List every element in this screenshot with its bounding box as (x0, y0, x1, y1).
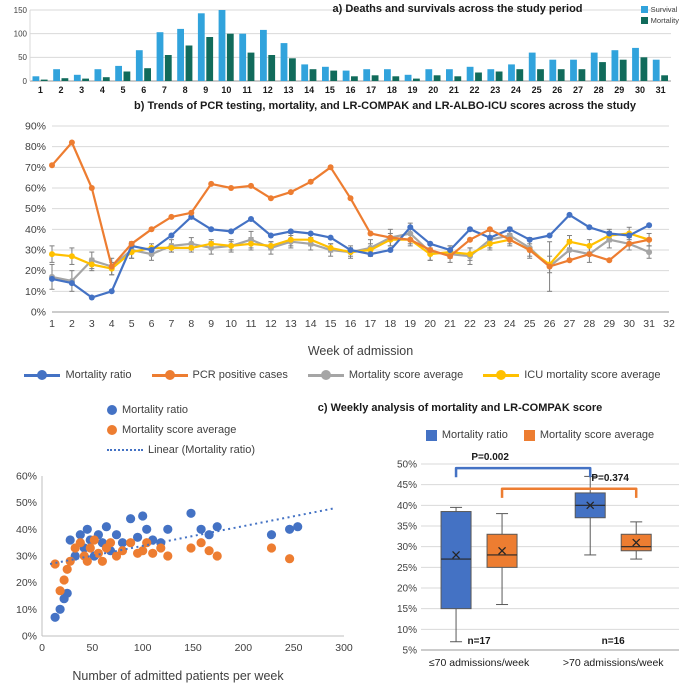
svg-text:18: 18 (384, 318, 397, 330)
panel-a-title: a) Deaths and survivals across the study period (332, 3, 583, 15)
svg-text:23: 23 (484, 318, 496, 330)
admissions-boxplot-chart (383, 446, 685, 684)
box-mortality-ratio-swatch (426, 430, 437, 441)
svg-text:n=16: n=16 (601, 635, 625, 647)
survival-label: Survival (650, 5, 678, 14)
svg-text:9: 9 (208, 318, 215, 330)
svg-text:50: 50 (86, 642, 99, 654)
icu-score-label: ICU mortality score average (524, 369, 661, 381)
svg-text:60%: 60% (15, 470, 37, 483)
svg-text:20%: 20% (396, 583, 417, 595)
svg-text:15: 15 (324, 318, 337, 330)
svg-text:150: 150 (184, 642, 202, 654)
legend-item-mortality (641, 16, 679, 25)
svg-text:5%: 5% (402, 645, 417, 657)
box-mortality-score-swatch (524, 430, 535, 441)
svg-text:0: 0 (22, 76, 27, 86)
svg-text:30%: 30% (15, 550, 37, 563)
svg-text:27: 27 (563, 318, 576, 330)
svg-text:10: 10 (225, 318, 237, 330)
svg-text:17: 17 (366, 85, 377, 95)
weekly-mortality-scatter-chart (2, 466, 354, 664)
svg-text:24: 24 (510, 85, 521, 95)
svg-text:50: 50 (18, 53, 27, 63)
svg-text:4: 4 (108, 318, 115, 330)
svg-text:14: 14 (304, 318, 317, 330)
svg-text:25: 25 (531, 85, 542, 95)
svg-text:7: 7 (161, 85, 167, 95)
svg-text:17: 17 (364, 318, 377, 330)
svg-text:50%: 50% (24, 203, 46, 216)
svg-text:200: 200 (234, 642, 253, 654)
svg-text:26: 26 (552, 85, 563, 95)
mortality-swatch (641, 17, 648, 24)
svg-text:23: 23 (490, 85, 501, 95)
svg-text:30: 30 (634, 85, 645, 95)
pcr-positive-line-marker (152, 370, 188, 380)
trends-line-chart (0, 114, 685, 342)
svg-text:12: 12 (262, 85, 273, 95)
svg-text:0%: 0% (21, 630, 37, 643)
svg-text:10%: 10% (396, 624, 417, 636)
mortality-score-label: Mortality score average (348, 369, 464, 381)
svg-text:13: 13 (284, 318, 297, 330)
svg-text:3: 3 (79, 85, 85, 95)
pcr-positive-label: PCR positive cases (192, 369, 288, 381)
mortality-ratio-dot-marker (107, 405, 117, 415)
panel-a-legend (641, 5, 679, 25)
svg-text:0: 0 (39, 642, 45, 654)
svg-text:13: 13 (283, 85, 294, 95)
legend-item-box-mortality-ratio (426, 429, 508, 441)
svg-text:15%: 15% (396, 604, 417, 616)
svg-text:2: 2 (68, 318, 75, 330)
svg-text:20%: 20% (24, 265, 46, 278)
svg-text:24: 24 (503, 318, 516, 330)
svg-text:20%: 20% (15, 577, 37, 590)
mortality-score-line-marker (308, 370, 344, 380)
scatter-mortality-ratio-label: Mortality ratio (122, 404, 189, 416)
svg-text:28: 28 (583, 318, 596, 330)
panel-b-legend (0, 369, 685, 381)
svg-text:14: 14 (304, 85, 315, 95)
svg-text:21: 21 (448, 85, 459, 95)
svg-text:1: 1 (49, 318, 55, 330)
legend-item-scatter-mortality-ratio (107, 404, 255, 416)
linear-trend-label: Linear (Mortality ratio) (148, 444, 255, 456)
svg-text:20: 20 (428, 85, 439, 95)
svg-text:29: 29 (603, 318, 616, 330)
mortality-label: Mortality (650, 16, 679, 25)
svg-text:35%: 35% (396, 521, 417, 533)
svg-text:n=17: n=17 (467, 635, 491, 647)
mortality-ratio-label: Mortality ratio (65, 369, 132, 381)
svg-text:90%: 90% (24, 120, 46, 133)
svg-text:6: 6 (141, 85, 147, 95)
svg-text:32: 32 (663, 318, 675, 330)
svg-text:15: 15 (324, 85, 335, 95)
svg-text:40%: 40% (396, 500, 417, 512)
svg-text:11: 11 (245, 318, 257, 330)
legend-item-icu-score (483, 369, 660, 381)
svg-text:P=0.374: P=0.374 (591, 472, 629, 484)
box-mortality-ratio-label: Mortality ratio (441, 429, 508, 441)
svg-text:29: 29 (614, 85, 625, 95)
svg-text:40%: 40% (15, 523, 37, 536)
svg-text:0%: 0% (30, 306, 46, 319)
svg-text:4: 4 (99, 85, 105, 95)
svg-text:150: 150 (13, 5, 27, 15)
svg-text:25%: 25% (396, 562, 417, 574)
svg-text:11: 11 (242, 85, 252, 95)
svg-text:25: 25 (523, 318, 536, 330)
svg-text:80%: 80% (24, 141, 46, 154)
svg-text:300: 300 (335, 642, 353, 654)
survival-swatch (641, 6, 648, 13)
svg-text:27: 27 (572, 85, 583, 95)
svg-text:45%: 45% (396, 480, 417, 492)
svg-text:7: 7 (168, 318, 175, 330)
legend-item-linear-trend (107, 444, 255, 456)
panel-b-title: b) Trends of PCR testing, mortality, and LR-COMPAK and LR-ALBO-ICU scores across the study (134, 100, 636, 112)
linear-trendline-marker (107, 449, 143, 451)
svg-text:16: 16 (344, 318, 357, 330)
box-mortality-score-label: Mortality score average (539, 429, 655, 441)
svg-text:31: 31 (655, 85, 666, 95)
svg-text:9: 9 (203, 85, 209, 95)
svg-text:30%: 30% (24, 244, 46, 257)
svg-text:10%: 10% (24, 285, 46, 298)
svg-text:10: 10 (221, 85, 232, 95)
svg-text:26: 26 (543, 318, 556, 330)
svg-text:50%: 50% (15, 497, 37, 510)
svg-text:19: 19 (404, 318, 417, 330)
icu-score-line-marker (483, 370, 519, 380)
box-legend (395, 429, 685, 441)
svg-text:1: 1 (37, 85, 43, 95)
svg-text:5: 5 (128, 318, 135, 330)
svg-text:2: 2 (58, 85, 64, 95)
scatter-legend (107, 404, 255, 456)
mortality-ratio-line-marker (24, 370, 60, 380)
scatter-xaxis-title: Number of admitted patients per week (72, 669, 284, 683)
svg-text:60%: 60% (24, 182, 46, 195)
svg-text:22: 22 (464, 318, 476, 330)
svg-text:50%: 50% (396, 459, 417, 471)
panel-c-title: c) Weekly analysis of mortality and LR-COMPAK score (317, 402, 603, 414)
svg-text:3: 3 (88, 318, 95, 330)
svg-text:≤70 admissions/week: ≤70 admissions/week (428, 657, 530, 669)
legend-item-pcr-positive (152, 369, 288, 381)
svg-text:30: 30 (623, 318, 636, 330)
svg-text:70%: 70% (24, 161, 46, 174)
mortality-score-dot-marker (107, 425, 117, 435)
svg-text:100: 100 (13, 29, 27, 39)
svg-text:12: 12 (265, 318, 277, 330)
svg-text:28: 28 (593, 85, 604, 95)
legend-item-box-mortality-score (524, 429, 654, 441)
svg-text:22: 22 (469, 85, 480, 95)
svg-text:250: 250 (284, 642, 303, 654)
svg-text:100: 100 (133, 642, 152, 654)
svg-text:8: 8 (182, 85, 188, 95)
svg-text:31: 31 (643, 318, 655, 330)
legend-item-mortality-score (308, 369, 463, 381)
svg-text:30%: 30% (396, 542, 417, 554)
legend-item-mortality-ratio (24, 369, 131, 381)
svg-text:40%: 40% (24, 223, 46, 236)
svg-text:20: 20 (424, 318, 437, 330)
svg-text:6: 6 (148, 318, 155, 330)
svg-text:10%: 10% (15, 603, 37, 616)
svg-text:P=0.002: P=0.002 (471, 452, 509, 464)
svg-text:18: 18 (386, 85, 397, 95)
svg-text:8: 8 (188, 318, 195, 330)
svg-text:21: 21 (444, 318, 456, 330)
svg-text:>70 admissions/week: >70 admissions/week (562, 657, 664, 669)
legend-item-survival (641, 5, 679, 14)
scatter-mortality-score-label: Mortality score average (122, 424, 237, 436)
panel-b-xaxis-title: Week of admission (307, 344, 414, 358)
legend-item-scatter-mortality-score (107, 424, 255, 436)
svg-text:19: 19 (407, 85, 418, 95)
svg-text:16: 16 (345, 85, 356, 95)
svg-text:5: 5 (120, 85, 126, 95)
